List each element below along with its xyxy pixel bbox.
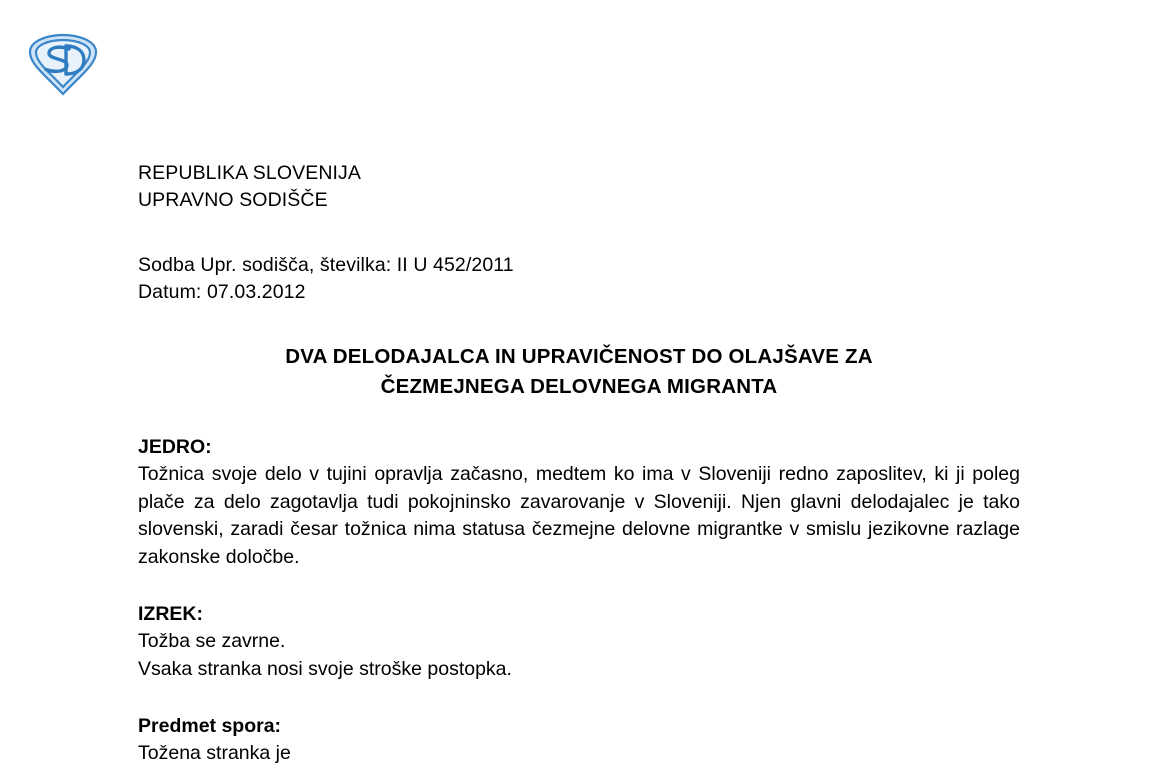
- institution-header: [138, 160, 1020, 214]
- section-predmet-spora-text: Tožena stranka je: [138, 742, 291, 764]
- case-meta: [138, 252, 1020, 306]
- section-izrek-heading: IZREK:: [138, 603, 203, 625]
- section-predmet-spora-heading: Predmet spora:: [138, 715, 282, 737]
- section-izrek-line-1: Tožba se zavrne.: [138, 630, 286, 652]
- institution-line-2: UPRAVNO SODIŠČE: [138, 189, 328, 211]
- section-izrek: [138, 601, 1020, 683]
- section-jedro-heading: JEDRO:: [138, 436, 212, 458]
- page-title: [138, 342, 1020, 402]
- court-logo: [22, 32, 104, 98]
- case-reference: Sodba Upr. sodišča, številka: II U 452/2011: [138, 254, 514, 276]
- section-jedro-text: Tožnica svoje delo v tujini opravlja začasno, medtem ko ima v Sloveniji redno zaposlitev, ki ji poleg plače za delo zagotavlja tudi pokojninsko zavarovanje v Sloveniji. Njen glavni delodajalec je tako slovenski, zaradi česar tožnica nima statusa čezmejne delovne migrantke v smislu jezikovne razlage zakonske določbe.: [138, 463, 1020, 568]
- section-jedro: [138, 434, 1020, 571]
- section-predmet-spora: [138, 713, 1020, 764]
- page-title-line-1: DVA DELODAJALCA IN UPRAVIČENOST DO OLAJŠAVE ZA: [285, 345, 873, 368]
- page-title-line-2: ČEZMEJNEGA DELOVNEGA MIGRANTA: [380, 375, 778, 398]
- case-date: Datum: 07.03.2012: [138, 281, 306, 303]
- section-izrek-line-2: Vsaka stranka nosi svoje stroške postopka.: [138, 657, 512, 680]
- document-body: [138, 160, 1020, 764]
- institution-line-1: REPUBLIKA SLOVENIJA: [138, 162, 361, 184]
